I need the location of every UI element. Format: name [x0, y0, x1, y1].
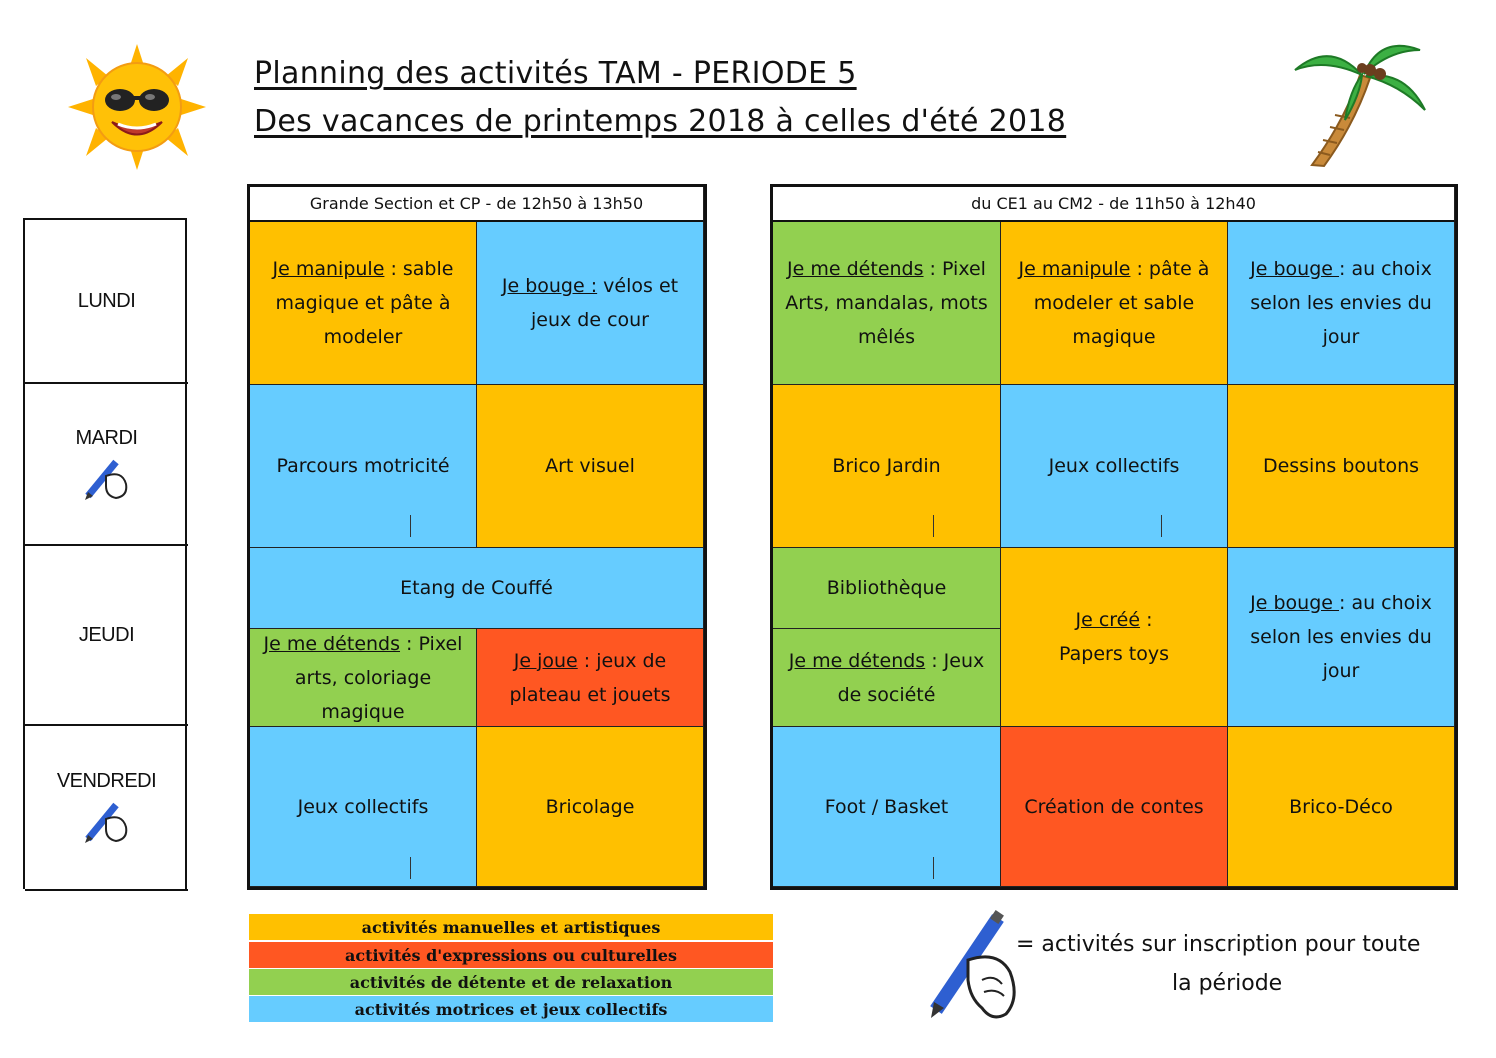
activity-label: Je me détends	[788, 649, 926, 672]
left-mardi-cell-2	[477, 385, 704, 548]
activity-text: Parcours motricité	[276, 455, 450, 477]
activity-text: Etang de Couffé	[400, 577, 553, 599]
activity-text: : pâte à modeler et sable magique	[1033, 258, 1210, 348]
activity-label: Je manipule	[272, 258, 385, 280]
day-jeudi	[25, 546, 188, 726]
activity-text: Bricolage	[545, 795, 635, 818]
activity-text: Foot / Basket	[824, 795, 949, 818]
activity-text: Dessins boutons	[1262, 455, 1420, 477]
legend-label: activités motrices et jeux collectifs	[354, 999, 668, 1019]
color-legend	[249, 914, 773, 1022]
activity-text: : au choix selon les envies du jour	[1250, 258, 1432, 348]
activity-text: Art visuel	[545, 455, 635, 477]
right-lundi-cell-2	[1001, 222, 1228, 385]
activity-text: Jeux collectifs	[1048, 455, 1180, 477]
palm-tree-icon	[1290, 30, 1430, 170]
activity-text: : sable magique et pâte à modeler	[275, 258, 454, 348]
registration-note-line2: la période	[1172, 971, 1283, 996]
activity-label: Je créé	[1075, 609, 1141, 631]
day-mardi	[25, 384, 188, 546]
pencil-hand-icon	[928, 910, 1023, 1025]
activity-text: Bibliothèque	[826, 577, 947, 599]
day-column	[23, 218, 187, 889]
right-vendredi-cell-1	[773, 727, 1001, 887]
right-lundi-cell-1	[773, 222, 1001, 385]
activity-text: : Jeux de société	[837, 649, 985, 706]
legend-relaxation	[249, 969, 773, 995]
right-vendredi-cell-3	[1228, 727, 1455, 887]
right-jeudi-top-cell	[773, 548, 1001, 629]
activity-text: Brico Jardin	[832, 455, 941, 477]
pencil-hand-icon	[82, 452, 132, 502]
left-schedule-table	[247, 184, 707, 890]
right-mardi-cell-2	[1001, 385, 1228, 548]
activity-text: Jeux collectifs	[297, 795, 429, 818]
right-jeudi-cell-3	[1228, 548, 1455, 727]
right-mardi-cell-3	[1228, 385, 1455, 548]
right-jeudi-cell-1	[773, 629, 1001, 727]
left-lundi-cell-1	[250, 222, 477, 385]
left-jeudi-cell-1	[250, 629, 477, 727]
registration-note-line1: = activités sur inscription pour toute	[1016, 932, 1421, 957]
left-table-header: Grande Section et CP - de 12h50 à 13h50	[250, 187, 704, 222]
activity-text: : au choix selon les envies du jour	[1250, 592, 1432, 682]
right-vendredi-cell-2	[1001, 727, 1228, 887]
left-vendredi-cell-2	[477, 727, 704, 887]
day-lundi	[25, 220, 188, 384]
right-table-header: du CE1 au CM2 - de 11h50 à 12h40	[773, 187, 1455, 222]
activity-text: Création de contes	[1024, 795, 1204, 818]
activity-text: :	[1140, 609, 1153, 631]
day-label: JEUDI	[78, 623, 135, 646]
activity-label: Je me détends	[787, 258, 924, 280]
legend-motor	[249, 996, 773, 1022]
legend-expression	[249, 942, 773, 968]
activity-label: Je bouge	[1250, 592, 1340, 614]
right-schedule-table	[770, 184, 1458, 890]
activity-text: vélos et jeux de cour	[530, 275, 679, 331]
right-jeudi-cell-2	[1001, 548, 1228, 727]
day-label: LUNDI	[77, 289, 136, 312]
activity-label: Je me détends	[263, 632, 401, 655]
activity-text: : jeux de plateau et jouets	[509, 649, 671, 706]
right-lundi-cell-3	[1228, 222, 1455, 385]
activity-label: Je manipule	[1018, 258, 1131, 280]
right-mardi-cell-1	[773, 385, 1001, 548]
page-title-line2: Des vacances de printemps 2018 à celles d'été 2018	[254, 104, 1067, 139]
legend-manual	[249, 914, 773, 940]
activity-text: : Pixel arts, coloriage magique	[294, 632, 463, 723]
legend-label: activités manuelles et artistiques	[361, 917, 661, 937]
pencil-hand-icon	[82, 795, 132, 845]
activity-text: Papers toys	[1059, 643, 1169, 665]
legend-label: activités d'expressions ou culturelles	[345, 945, 677, 965]
activity-text: : Pixel Arts, mandalas, mots mêlés	[785, 258, 988, 348]
activity-label: Je bouge :	[501, 275, 598, 297]
day-label: VENDREDI	[56, 770, 157, 792]
sun-icon	[62, 42, 212, 172]
left-vendredi-cell-1	[250, 727, 477, 887]
day-vendredi	[25, 726, 188, 891]
left-lundi-cell-2	[477, 222, 704, 385]
legend-label: activités de détente et de relaxation	[349, 972, 673, 992]
page-title-line1: Planning des activités TAM - PERIODE 5	[254, 56, 857, 91]
left-jeudi-cell-2	[477, 629, 704, 727]
activity-text: Brico-Déco	[1289, 795, 1393, 818]
left-jeudi-top-cell	[250, 548, 704, 629]
left-mardi-cell-1	[250, 385, 477, 548]
activity-label: Je bouge	[1250, 258, 1340, 280]
activity-label: Je joue	[513, 649, 578, 672]
day-label: MARDI	[75, 426, 138, 449]
